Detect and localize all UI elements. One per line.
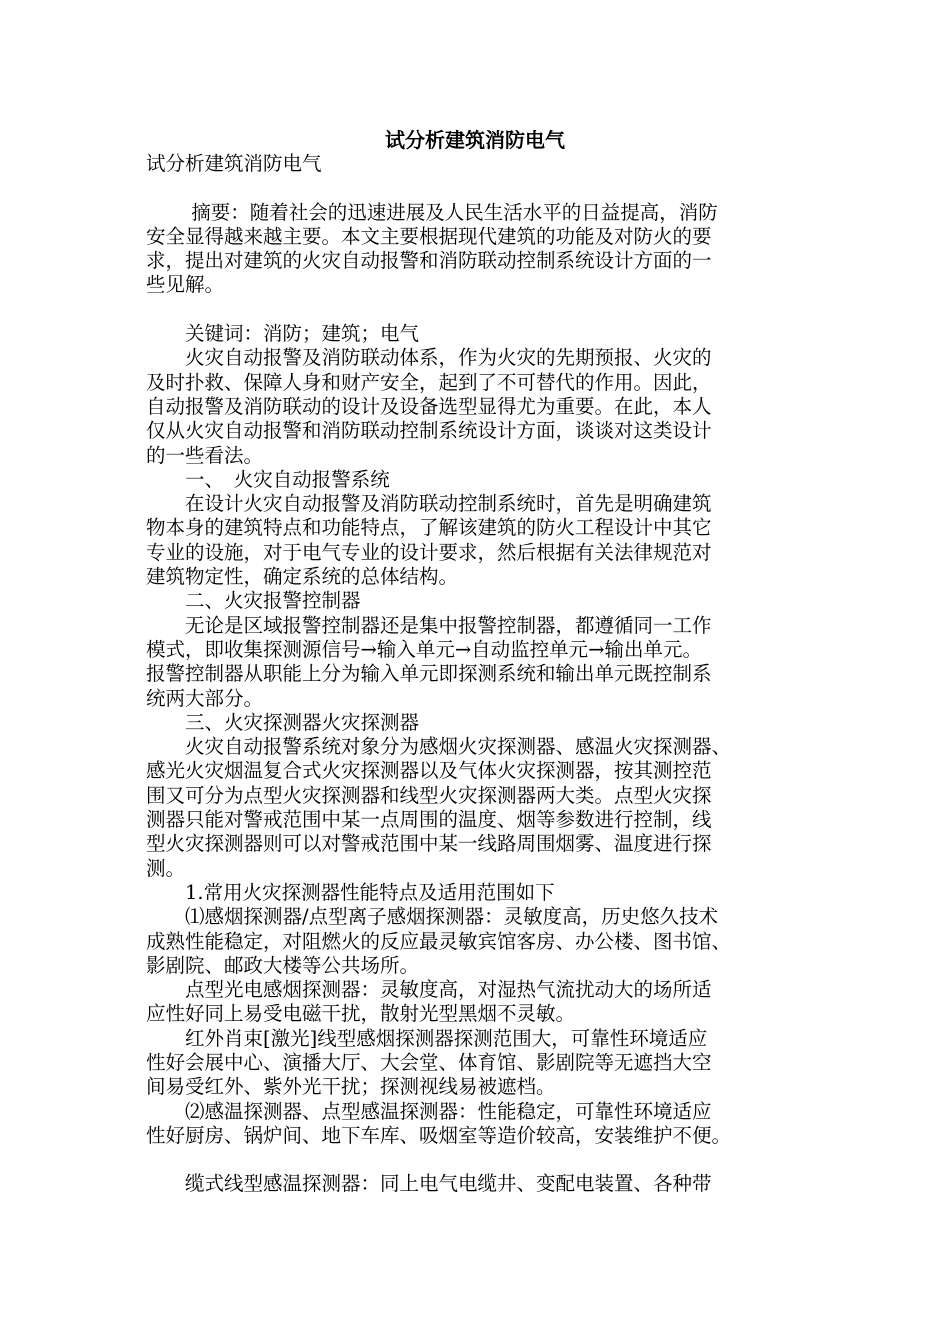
- text-line: 在设计火灾自动报警及消防联动控制系统时，首先是明确建筑: [146, 492, 712, 516]
- paragraph: [146, 881, 806, 905]
- text-line: 及时扑救、保障人身和财产安全，起到了不可替代的作用。因此，: [146, 370, 712, 394]
- text-line: 围又可分为点型火灾探测器和线型火灾探测器两大类。点型火灾探: [146, 783, 712, 807]
- text-line: 一、 火灾自动报警系统: [146, 467, 390, 491]
- text-line: 摘要：随着社会的迅速进展及人民生活水平的日益提高，消防: [146, 200, 718, 224]
- text-line: 测器只能对警戒范围中某一点周围的温度、烟等参数进行控制，线: [146, 808, 712, 832]
- text-line: 安全显得越来越主要。本文主要根据现代建筑的功能及对防火的要: [146, 224, 712, 248]
- text-line: 感光火灾烟温复合式火灾探测器以及气体火灾探测器，按其测控范: [146, 759, 712, 783]
- text-line: 建筑物定性，确定系统的总体结构。: [146, 565, 459, 589]
- paragraph-spacer: [146, 298, 806, 322]
- paragraph: [146, 201, 806, 298]
- text-line: 影剧院、邮政大楼等公共场所。: [146, 953, 420, 977]
- text-line: 火灾自动报警系统对象分为感烟火灾探测器、感温火灾探测器、: [146, 735, 732, 759]
- text-line: 缆式线型感温探测器：同上电气电缆井、变配电装置、各种带: [146, 1172, 712, 1196]
- paragraph: [146, 614, 806, 711]
- text-line: 性好会展中心、演播大厅、大会堂、体育馆、影剧院等无遮挡大空: [146, 1050, 712, 1074]
- text-line: 二、火灾报警控制器: [146, 589, 361, 613]
- text-line: 测。: [146, 856, 186, 880]
- text-line: 专业的设施，对于电气专业的设计要求，然后根据有关法律规范对: [146, 540, 712, 564]
- text-line: 间易受红外、紫外光干扰；探测视线易被遮档。: [146, 1075, 556, 1099]
- paragraph: [146, 589, 806, 613]
- paragraph-spacer: [146, 1148, 806, 1172]
- text-line: 三、火灾探测器火灾探测器: [146, 710, 420, 734]
- text-line: 红外肖束[激光]线型感烟探测器探测范围大，可靠性环境适应: [146, 1026, 708, 1050]
- paragraph: [146, 346, 806, 467]
- text-line: ⑴感烟探测器/点型离子感烟探测器：灵敏度高，历史悠久技术: [146, 905, 719, 929]
- text-line: 些见解。: [146, 273, 225, 297]
- paragraph: [146, 1027, 806, 1100]
- paragraph: [146, 711, 806, 735]
- text-line: 点型光电感烟探测器：灵敏度高，对湿热气流扰动大的场所适: [146, 978, 712, 1002]
- text-line: 型火灾探测器则可以对警戒范围中某一线路周围烟雾、温度进行探: [146, 832, 712, 856]
- paragraph: [146, 978, 806, 1027]
- paragraph: [146, 468, 806, 492]
- text-line: 的一些看法。: [146, 443, 264, 467]
- paragraph: [146, 492, 806, 589]
- paragraph-spacer: [146, 176, 806, 200]
- text-line: 报警控制器从职能上分为输入单元即探测系统和输出单元既控制系: [146, 662, 712, 686]
- text-line: 试分析建筑消防电气: [146, 152, 322, 175]
- text-line: 性好厨房、锅炉间、地下车库、吸烟室等造价较高，安装维护不便。: [146, 1123, 732, 1147]
- paragraph: [146, 322, 806, 346]
- text-line: 关键词：消防；建筑；电气: [146, 322, 420, 346]
- text-line: 求，提出对建筑的火灾自动报警和消防联动控制系统设计方面的一: [146, 249, 712, 273]
- text-line: 1.常用火灾探测器性能特点及适用范围如下: [146, 880, 555, 904]
- paragraph: [146, 905, 806, 978]
- text-line: 自动报警及消防联动的设计及设备选型显得尤为重要。在此，本人: [146, 394, 712, 418]
- text-line: 模式，即收集探测源信号→输入单元→自动监控单元→输出单元。: [146, 637, 703, 661]
- text-line: 应性好同上易受电磁干扰，散射光型黑烟不灵敏。: [146, 1002, 576, 1026]
- paragraph: [146, 1100, 806, 1149]
- document-subtitle: [146, 152, 806, 176]
- text-line: ⑵感温探测器、点型感温探测器：性能稳定，可靠性环境适应: [146, 1099, 712, 1123]
- document-title: 试分析建筑消防电气: [385, 128, 565, 152]
- text-line: 无论是区域报警控制器还是集中报警控制器，都遵循同一工作: [146, 613, 712, 637]
- paragraph: [146, 735, 806, 881]
- text-line: 物本身的建筑特点和功能特点，了解该建筑的防火工程设计中其它: [146, 516, 712, 540]
- text-line: 仅从火灾自动报警和消防联动控制系统设计方面，谈谈对这类设计: [146, 419, 712, 443]
- text-line: 成熟性能稳定，对阻燃火的反应最灵敏宾馆客房、办公楼、图书馆、: [146, 929, 732, 953]
- text-line: 火灾自动报警及消防联动体系，作为火灾的先期预报、火灾的: [146, 346, 712, 370]
- text-line: 统两大部分。: [146, 686, 264, 710]
- paragraph: [146, 1172, 806, 1196]
- document-body: [146, 152, 806, 1197]
